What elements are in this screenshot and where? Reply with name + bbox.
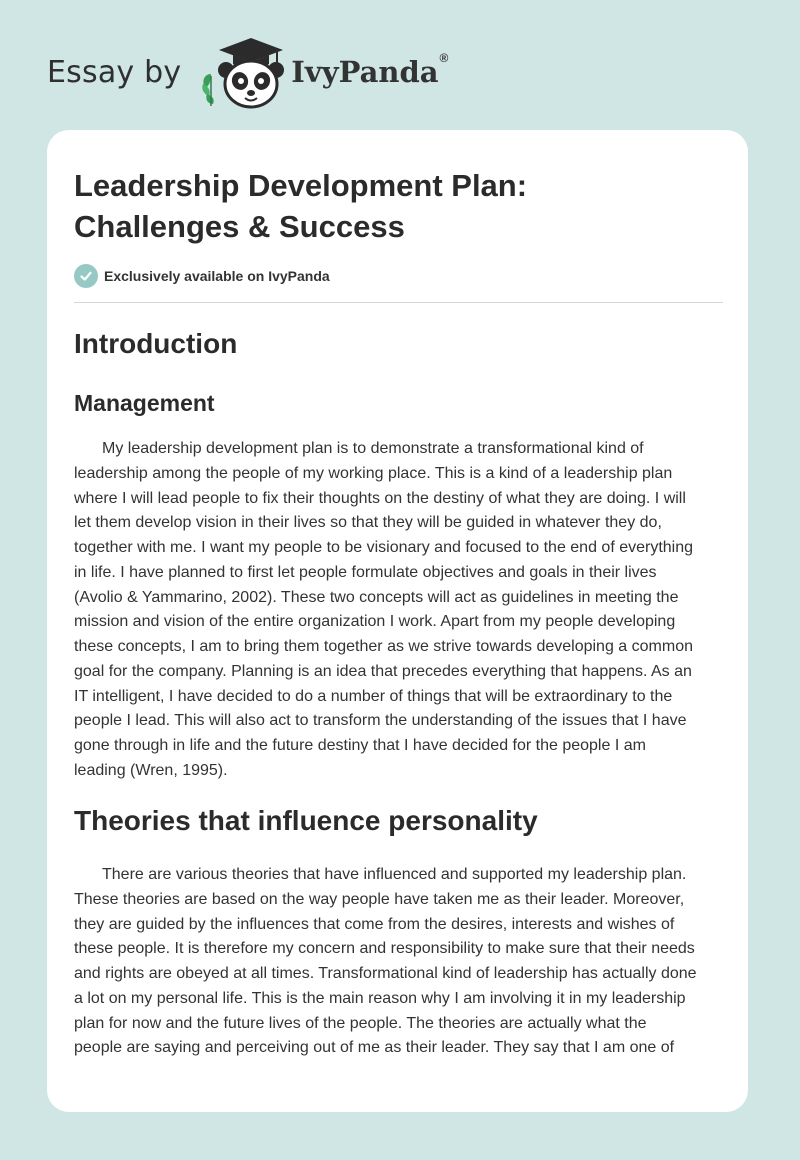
text-line: these people. It is therefore my concern and responsibility to make sure that their needs bbox=[74, 940, 695, 958]
exclusive-badge-text: Exclusively available on IvyPanda bbox=[104, 268, 330, 284]
text-line: My leadership development plan is to demonstrate a transformational kind of bbox=[102, 440, 644, 457]
check-icon bbox=[74, 264, 98, 288]
divider bbox=[74, 302, 723, 303]
text-line: where I will lead people to fix their thoughts on the destiny of what they are doing. I will bbox=[74, 489, 686, 507]
text-line: goal for the company. Planning is an idea that precedes everything that happens. As an bbox=[74, 662, 692, 680]
essay-title-line: Challenges & Success bbox=[74, 209, 405, 244]
text-line: people are saying and perceiving out of me as their leader. They say that I am one of bbox=[74, 1039, 675, 1057]
text-line: people I lead. This will also act to transform the understanding of the issues that I have bbox=[74, 712, 687, 730]
brand-name-text: IvyPanda bbox=[291, 55, 439, 89]
brand-name[interactable] bbox=[291, 51, 449, 89]
section-heading-theories: Theories that influence personality bbox=[74, 805, 538, 836]
text-line: a lot on my personal life. This is the main reason why I am involving it in my leadership bbox=[74, 989, 686, 1007]
exclusive-badge bbox=[74, 264, 330, 288]
paragraph-theories bbox=[74, 863, 723, 1061]
text-line: these concepts, I am to bring them together as we strive towards developing a common bbox=[74, 638, 693, 655]
essay-card bbox=[47, 130, 748, 1112]
brand-prefix: Essay by bbox=[47, 54, 182, 90]
text-line: These theories are based on the way people have taken me as their leader. Moreover, bbox=[74, 890, 685, 908]
text-line: There are various theories that have influenced and supported my leadership plan. bbox=[102, 866, 687, 883]
essay-title-line: Leadership Development Plan: bbox=[74, 168, 528, 203]
text-line: they are guided by the influences that come from the desires, interests and wishes of bbox=[74, 915, 675, 933]
paragraph-management bbox=[74, 437, 723, 784]
site-header bbox=[47, 34, 448, 110]
text-line: gone through in life and the future destiny that I have decided for the people I am bbox=[74, 737, 646, 754]
text-line: mission and vision of the entire organization I work. Apart from my people developing bbox=[74, 613, 676, 631]
text-line: let them develop vision in their lives so that they will be guided in whatever they do, bbox=[74, 514, 662, 532]
text-line: leading (Wren, 1995). bbox=[74, 761, 228, 779]
text-line: IT intelligent, I have decided to do a number of things that will be extraordinary to the bbox=[74, 687, 673, 705]
text-line: and rights are obeyed at all times. Transformational kind of leadership has actually done bbox=[74, 965, 697, 982]
section-heading-introduction: Introduction bbox=[74, 328, 238, 359]
text-line: plan for now and the future lives of the people. The theories are actually what the bbox=[74, 1014, 647, 1032]
essay-title bbox=[74, 165, 723, 247]
registered-mark: ® bbox=[439, 51, 449, 65]
text-line: together with me. I want my people to be visionary and focused to the end of everything bbox=[74, 539, 694, 556]
subheading-management: Management bbox=[74, 390, 215, 416]
text-line: leadership among the people of my working place. This is a kind of a leadership plan bbox=[74, 464, 673, 482]
text-line: (Avolio & Yammarino, 2002). These two concepts will act as guidelines in meeting the bbox=[74, 588, 679, 606]
panda-graduate-icon[interactable] bbox=[199, 34, 285, 110]
text-line: in life. I have planned to first let people formulate objectives and goals in their lives bbox=[74, 563, 657, 581]
